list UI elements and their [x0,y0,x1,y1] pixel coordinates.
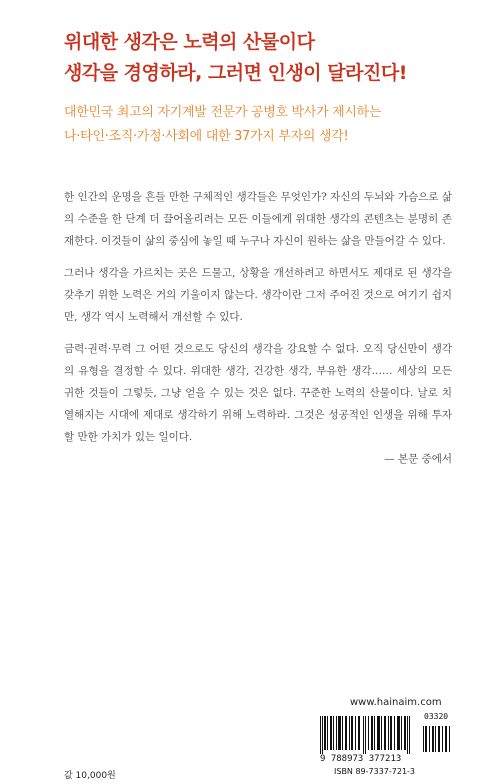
excerpt-paragraph-3-text: 금력·권력·무력 그 어떤 것으로도 당신의 생각을 강요할 수 없다. 오직 당신만이 생각의 유형을 결정할 수 있다. 위대한 생각, 건강한 생각, 부유한 생각…… 세상의 모든 귀한 것들이 그렇듯, 그냥 얻을 수 있는 것은 없다. 꾸준한 노력의 산물이다. 날로 치열해지는 시대에 제대로 생각하기 위해 노력하라. 그것은 성공적인 인생을 위해 투자할 만한 가치가 있는 일이다. [64,343,452,443]
excerpt-source: — 본문 중에서 [384,453,452,465]
isbn-number: ISBN 89-7337-721-3 [334,767,416,776]
price-label: 값 10,000원 [64,771,116,781]
excerpt-paragraph-3 [64,338,452,470]
excerpt-paragraph-1: 한 인간의 운명을 흔들 만한 구체적인 생각들은 무엇인가? 자신의 두뇌와 가슴으로 삶의 수준을 한 단계 더 끌어올리려는 모든 이들에게 위대한 생각의 콘텐츠는 분명히 존재한다. 이것들이 삶의 중심에 놓일 때 누구나 자신이 원하는 삶을 만들어갈 수 있다. [64,191,452,247]
subheadline [64,101,381,149]
excerpt-body [64,186,452,480]
headline [64,27,407,89]
excerpt-paragraph-2: 그러나 생각을 가르치는 곳은 드물고, 상황을 개선하려고 하면서도 제대로 된 생각을 갖추기 위한 노력은 거의 기울이지 않는다. 생각이란 그저 주어진 것으로 여기기 쉽지만, 생각 역시 노력해서 개선할 수 있다. [64,267,452,323]
isbn-barcode-block [318,714,454,778]
headline-line-2: 생각을 경영하라, 그러면 인생이 달라진다! [64,62,407,84]
ean-barcode [318,716,418,754]
headline-line-1: 위대한 생각은 노력의 산물이다 [64,31,315,53]
subheadline-line-1: 대한민국 최고의 자기계발 전문가 공병호 박사가 제시하는 [64,105,382,120]
barcode-digits: 9 788973 377213 [320,754,402,764]
subheadline-line-2: 나·타인·조직·가정·사회에 대한 37가지 부자의 생각! [64,129,349,144]
publisher-url: www.hainaim.com [350,697,442,708]
addon-barcode [422,718,452,752]
addon-code: 03320 [424,712,449,721]
